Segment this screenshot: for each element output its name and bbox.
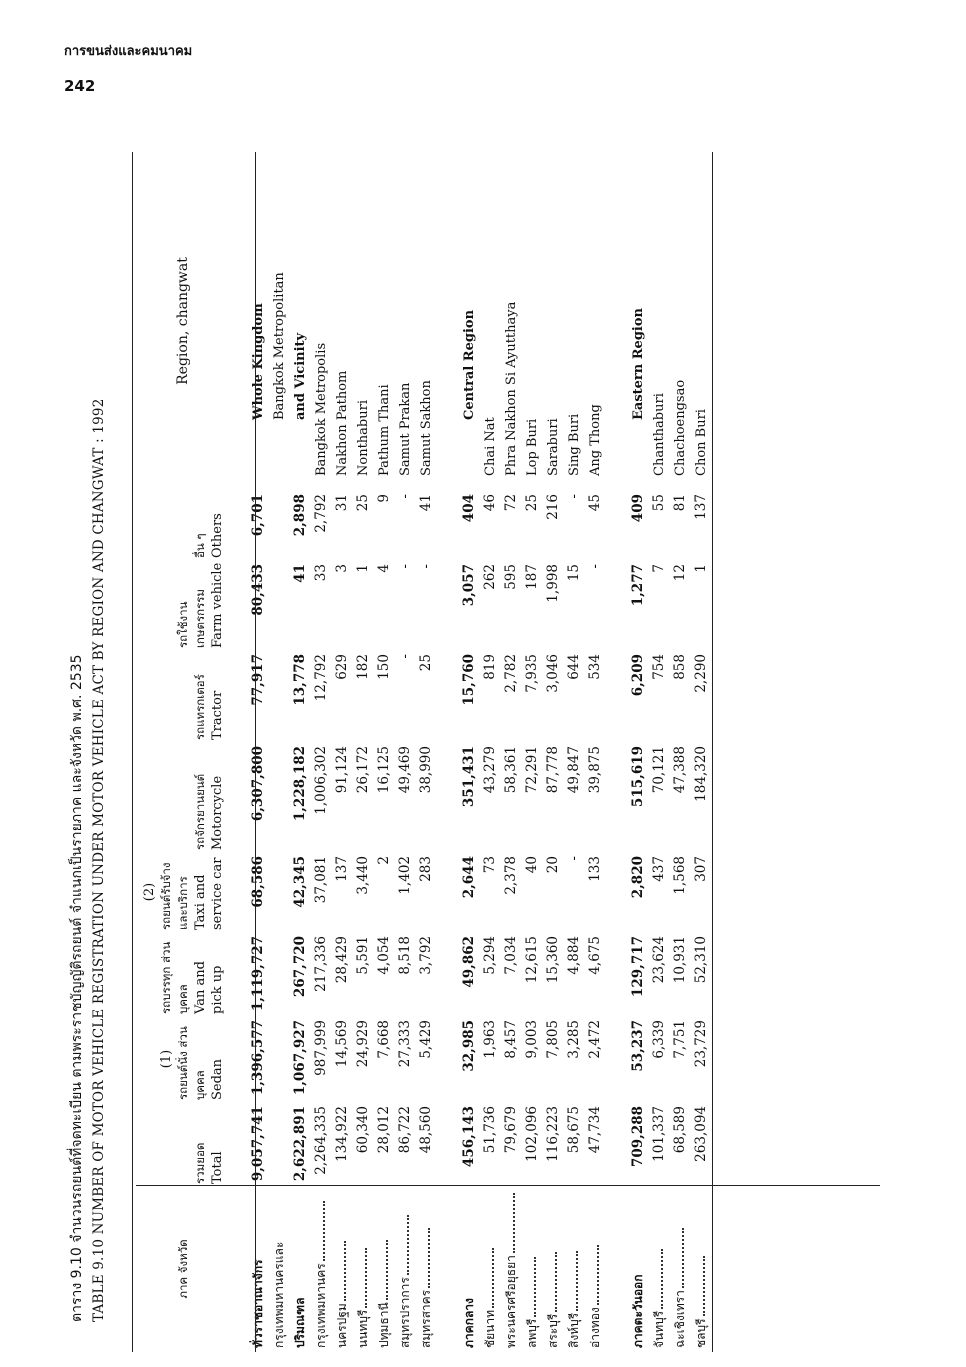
header-total: รวมยอด Total — [193, 1142, 225, 1184]
cell-moto: 70,121 — [651, 746, 667, 794]
table-row — [585, 152, 606, 1352]
region-name-thai — [691, 1186, 713, 1352]
cell-taxi: 133 — [587, 856, 603, 882]
cell-tractor: 644 — [566, 654, 582, 680]
cell-tractor: 25 — [418, 654, 434, 672]
cell-total: 2,622,891 — [292, 1106, 308, 1182]
header-motorcycle: รถจักรยานยนต์ Motorcycle — [193, 773, 225, 850]
cell-tractor: 77,917 — [250, 654, 266, 706]
region-name-thai-text: นครปฐม — [335, 1303, 349, 1348]
cell-van: 4,054 — [376, 936, 392, 975]
cell-sedan: 7,751 — [672, 1020, 688, 1059]
cell-total: 68,589 — [672, 1106, 688, 1154]
header-region-th: ภาค จังหวัด — [176, 1239, 190, 1299]
cell-moto: 58,361 — [503, 746, 519, 794]
cell-total: 28,012 — [376, 1106, 392, 1154]
table-row — [522, 152, 543, 1352]
region-name-thai — [585, 1186, 606, 1352]
row-spacer — [437, 152, 459, 1352]
table-body — [236, 152, 713, 1352]
cell-total: 102,096 — [524, 1106, 540, 1162]
cell-others: 72 — [503, 494, 519, 512]
region-name-thai — [459, 1186, 480, 1352]
cell-farm: 1,277 — [630, 564, 646, 607]
cell-van: 267,720 — [292, 936, 308, 998]
cell-van: 129,717 — [630, 936, 646, 998]
cell-sedan: 1,067,927 — [292, 1020, 308, 1096]
cell-others: 9 — [376, 494, 392, 503]
cell-others — [269, 490, 290, 560]
region-name-thai-text: สมุทรสาคร — [419, 1289, 433, 1348]
cell-taxi: - — [566, 856, 582, 861]
cell-tractor — [269, 650, 290, 742]
header-taxi: (2) รถยนต์รับจ้าง และบริการ Taxi and service car — [142, 857, 225, 930]
region-name-english: Ang Thong — [588, 404, 603, 476]
cell-moto — [269, 742, 290, 852]
cell-van: 28,429 — [334, 936, 350, 984]
cell-taxi: 40 — [524, 856, 540, 874]
cell-others: 41 — [418, 494, 434, 512]
cell-tractor: 629 — [334, 654, 350, 680]
cell-taxi: 137 — [334, 856, 350, 882]
cell-tractor: 534 — [587, 654, 603, 680]
cell-tractor: 6,209 — [630, 654, 646, 697]
region-name-thai — [564, 1186, 585, 1352]
region-name-thai — [353, 1186, 374, 1352]
table-row — [564, 152, 585, 1352]
cell-farm: 3 — [334, 564, 350, 573]
region-name-english: Central Region — [462, 309, 477, 420]
cell-moto: 87,778 — [545, 746, 561, 794]
cell-tractor: 182 — [355, 654, 371, 680]
region-name-thai — [311, 1186, 332, 1352]
page-number: 242 — [64, 77, 96, 95]
cell-taxi: 73 — [482, 856, 498, 874]
cell-others: 404 — [461, 494, 477, 523]
region-name-thai-text: กรุงเทพมหานครและ — [272, 1241, 286, 1348]
region-name-thai-text: ลพบุรี — [525, 1318, 539, 1348]
cell-farm: 595 — [503, 564, 519, 590]
region-name-thai-text: ภาคกลาง — [462, 1298, 476, 1348]
region-name-thai-text: อ่างทอง — [588, 1307, 602, 1348]
cell-van: 15,360 — [545, 936, 561, 984]
cell-sedan: 24,929 — [355, 1020, 371, 1068]
table-row — [437, 152, 459, 1352]
cell-tractor: 858 — [672, 654, 688, 680]
cell-total — [269, 1102, 290, 1186]
row-spacer — [606, 152, 628, 1352]
cell-van: 5,591 — [355, 936, 371, 975]
region-name-english: Samut Prakan — [398, 382, 413, 476]
region-name-thai — [395, 1186, 416, 1352]
cell-moto: 49,847 — [566, 746, 582, 794]
cell-farm: 1,998 — [545, 564, 561, 603]
region-name-thai-text: ทั่วราชอาณาจักร — [251, 1259, 265, 1348]
cell-total: 709,288 — [630, 1106, 646, 1168]
cell-total: 51,736 — [482, 1106, 498, 1154]
cell-sedan: 7,805 — [545, 1020, 561, 1059]
cell-taxi: 2,820 — [630, 856, 646, 899]
cell-total: 79,679 — [503, 1106, 519, 1154]
table-title-thai: ตาราง 9.10 จำนวนรถยนต์ที่จดทะเบียน ตามพระราชบัญญัติรถยนต์ จำแนกเป็นรายภาค และจังหวัด พ.ศ. 2535 — [69, 654, 85, 1322]
cell-others: 216 — [545, 494, 561, 520]
cell-total: 116,223 — [545, 1106, 561, 1162]
header-sedan: (1) รถยนต์นั่ง ส่วนบุคคล Sedan — [159, 1026, 225, 1100]
cell-sedan: 32,985 — [461, 1020, 477, 1072]
cell-sedan: 2,472 — [587, 1020, 603, 1059]
region-name-english: Chachoengsao — [673, 379, 688, 476]
header-region-en: Region, changwat — [175, 257, 191, 385]
cell-others: 25 — [524, 494, 540, 512]
table-row — [459, 152, 480, 1352]
cell-farm: - — [418, 564, 434, 569]
cell-others: 45 — [587, 494, 603, 512]
cell-farm: 262 — [482, 564, 498, 590]
cell-farm: 80,433 — [250, 564, 266, 616]
region-name-english: Saraburi — [546, 418, 561, 476]
region-name-thai-text: ฉะเชิงเทรา — [673, 1290, 687, 1348]
cell-farm: 15 — [566, 564, 582, 582]
cell-total: 101,337 — [651, 1106, 667, 1162]
cell-moto: 351,431 — [461, 746, 477, 808]
header-tractor: รถแทรกเตอร์ Tractor — [193, 674, 225, 740]
cell-moto: 72,291 — [524, 746, 540, 794]
cell-van: 49,862 — [461, 936, 477, 988]
region-name-thai — [670, 1186, 691, 1352]
region-name-thai-text: จันทบุรี — [652, 1310, 666, 1348]
cell-others: - — [566, 494, 582, 499]
cell-total: 134,922 — [334, 1106, 350, 1162]
cell-moto: 515,619 — [630, 746, 646, 808]
cell-van: 4,675 — [587, 936, 603, 975]
cell-sedan: 8,457 — [503, 1020, 519, 1059]
cell-total: 60,340 — [355, 1106, 371, 1154]
cell-moto: 1,228,182 — [292, 746, 308, 822]
table-row — [236, 152, 269, 1352]
region-name-thai — [522, 1186, 543, 1352]
cell-tractor: 7,935 — [524, 654, 540, 693]
cell-others: 55 — [651, 494, 667, 512]
region-name-english: Whole Kingdom — [251, 303, 266, 420]
region-name-thai — [543, 1186, 564, 1352]
cell-taxi — [269, 852, 290, 932]
region-name-english: Phra Nakhon Si Ayutthaya — [504, 301, 519, 476]
cell-tractor: 15,760 — [461, 654, 477, 706]
region-name-thai-text: ปริมณฑล — [293, 1297, 307, 1348]
cell-moto: 26,172 — [355, 746, 371, 794]
cell-taxi: 2 — [376, 856, 392, 865]
table-row — [416, 152, 437, 1352]
region-name-english: Pathum Thani — [377, 384, 392, 476]
cell-tractor: 12,792 — [313, 654, 329, 702]
cell-sedan: 9,003 — [524, 1020, 540, 1059]
cell-others: 25 — [355, 494, 371, 512]
cell-farm — [269, 560, 290, 650]
table-row — [269, 152, 290, 1352]
cell-van: 12,615 — [524, 936, 540, 984]
cell-total: 9,057,741 — [250, 1106, 266, 1182]
cell-sedan: 7,668 — [376, 1020, 392, 1059]
cell-farm: 3,057 — [461, 564, 477, 607]
header-divider — [255, 152, 256, 1352]
table-row — [311, 152, 332, 1352]
cell-farm: 41 — [292, 564, 308, 583]
cell-sedan: 1,963 — [482, 1020, 498, 1059]
cell-tractor: 2,782 — [503, 654, 519, 693]
table-row — [374, 152, 395, 1352]
cell-others: 46 — [482, 494, 498, 512]
cell-taxi: 37,081 — [313, 856, 329, 904]
region-name-thai-text: ชัยนาท — [483, 1309, 497, 1348]
cell-van: 52,310 — [693, 936, 709, 984]
table-row — [353, 152, 374, 1352]
region-name-thai-text: สมุทรปราการ — [398, 1277, 412, 1348]
cell-taxi: 2,378 — [503, 856, 519, 895]
region-name-english: Eastern Region — [631, 308, 646, 420]
cell-farm: 4 — [376, 564, 392, 573]
cell-moto: 6,307,800 — [250, 746, 266, 822]
cell-van: 217,336 — [313, 936, 329, 992]
header-van: รถบรรทุก ส่วนบุคคล Van and pick up — [159, 941, 225, 1014]
cell-total: 58,675 — [566, 1106, 582, 1154]
cell-others: 81 — [672, 494, 688, 512]
cell-farm: - — [397, 564, 413, 569]
cell-tractor: - — [397, 654, 413, 659]
cell-taxi: 20 — [545, 856, 561, 874]
table-title — [66, 172, 110, 1322]
region-name-english: Sing Buri — [567, 413, 582, 476]
cell-sedan: 23,729 — [693, 1020, 709, 1068]
cell-moto: 184,320 — [693, 746, 709, 802]
cell-moto: 16,125 — [376, 746, 392, 794]
cell-tractor: 150 — [376, 654, 392, 680]
cell-van: 1,119,727 — [250, 936, 266, 1012]
header-farm: รถใช้งาน เกษตรกรรม Farm vehicle — [176, 562, 225, 648]
cell-taxi: 68,586 — [250, 856, 266, 908]
cell-tractor: 754 — [651, 654, 667, 680]
cell-taxi: 307 — [693, 856, 709, 882]
cell-van: 7,034 — [503, 936, 519, 975]
statistics-table — [132, 152, 717, 1352]
table-header-row — [133, 152, 236, 1352]
region-name-english: Samut Sakhon — [419, 380, 434, 476]
cell-tractor: 3,046 — [545, 654, 561, 693]
cell-moto: 91,124 — [334, 746, 350, 794]
table-row — [691, 152, 713, 1352]
region-name-thai — [290, 1186, 311, 1352]
cell-others: 2,898 — [292, 494, 308, 537]
table-row — [332, 152, 353, 1352]
cell-tractor: 2,290 — [693, 654, 709, 693]
cell-others: 409 — [630, 494, 646, 523]
region-name-thai — [374, 1186, 395, 1352]
cell-total: 2,264,335 — [313, 1106, 329, 1175]
region-name-thai — [628, 1186, 649, 1352]
cell-farm: 1 — [355, 564, 371, 573]
cell-moto: 38,990 — [418, 746, 434, 794]
table-row — [606, 152, 628, 1352]
cell-farm: 187 — [524, 564, 540, 590]
region-name-thai-text: นนทบุรี — [356, 1309, 370, 1348]
cell-sedan — [269, 1016, 290, 1102]
cell-total: 86,722 — [397, 1106, 413, 1154]
cell-farm: 33 — [313, 564, 329, 582]
region-name-thai — [269, 1186, 290, 1352]
cell-van: 5,294 — [482, 936, 498, 975]
region-name-thai — [480, 1186, 501, 1352]
cell-moto: 43,279 — [482, 746, 498, 794]
cell-farm: 12 — [672, 564, 688, 582]
region-column-divider — [136, 1185, 880, 1186]
region-name-thai-text: ชลบุรี — [694, 1318, 708, 1348]
cell-sedan: 27,333 — [397, 1020, 413, 1068]
cell-van: 10,931 — [672, 936, 688, 984]
cell-taxi: 2,644 — [461, 856, 477, 899]
table-row — [501, 152, 522, 1352]
cell-taxi: 1,568 — [672, 856, 688, 895]
region-name-english: Lop Buri — [525, 418, 540, 476]
table-row — [670, 152, 691, 1352]
cell-sedan: 987,999 — [313, 1020, 329, 1076]
cell-taxi: 42,345 — [292, 856, 308, 908]
region-name-english: Bangkok Metropolitan — [272, 272, 287, 420]
cell-moto: 39,875 — [587, 746, 603, 794]
cell-others: - — [397, 494, 413, 499]
section-title: การขนส่งและคมนาคม — [64, 44, 193, 59]
cell-moto: 1,006,302 — [313, 746, 329, 815]
cell-sedan: 6,339 — [651, 1020, 667, 1059]
region-name-thai — [236, 1186, 269, 1352]
cell-total: 47,734 — [587, 1106, 603, 1154]
cell-farm: 7 — [651, 564, 667, 573]
region-name-thai — [649, 1186, 670, 1352]
table-row — [480, 152, 501, 1352]
cell-van: 8,518 — [397, 936, 413, 975]
cell-moto: 47,388 — [672, 746, 688, 794]
header-others: อื่น ๆ Others — [193, 513, 225, 558]
cell-taxi: 283 — [418, 856, 434, 882]
region-name-english: Chai Nat — [483, 417, 498, 476]
cell-others: 137 — [693, 494, 709, 520]
cell-farm: - — [587, 564, 603, 569]
cell-sedan: 1,396,577 — [250, 1020, 266, 1096]
cell-tractor: 819 — [482, 654, 498, 680]
cell-total: 456,143 — [461, 1106, 477, 1168]
cell-taxi: 1,402 — [397, 856, 413, 895]
rotated-table-region — [60, 132, 890, 1362]
region-name-thai — [416, 1186, 437, 1352]
table-row — [628, 152, 649, 1352]
region-name-thai-text: ภาคตะวันออก — [631, 1274, 645, 1348]
cell-taxi: 437 — [651, 856, 667, 882]
cell-taxi: 3,440 — [355, 856, 371, 895]
region-name-english: Chanthaburi — [652, 393, 667, 476]
region-name-thai-text: สิงห์บุรี — [567, 1312, 581, 1348]
cell-van: 23,624 — [651, 936, 667, 984]
region-name-thai — [332, 1186, 353, 1352]
cell-others: 31 — [334, 494, 350, 512]
region-name-english: Chon Buri — [694, 409, 709, 476]
region-name-thai-text: กรุงเทพมหานคร — [314, 1263, 328, 1348]
table-row — [649, 152, 670, 1352]
cell-sedan: 5,429 — [418, 1020, 434, 1059]
region-name-english: Bangkok Metropolis — [314, 342, 329, 476]
cell-total: 48,560 — [418, 1106, 434, 1154]
cell-van — [269, 932, 290, 1016]
table-row — [395, 152, 416, 1352]
page-header — [64, 40, 192, 95]
region-name-thai — [501, 1186, 522, 1352]
cell-total: 263,094 — [693, 1106, 709, 1162]
region-name-english: and Vicinity — [293, 332, 308, 420]
table-title-english: TABLE 9.10 NUMBER OF MOTOR VEHICLE REGISTRATION UNDER MOTOR VEHICLE ACT BY REGION AND CHANGWAT : 1992 — [91, 398, 107, 1322]
cell-sedan: 53,237 — [630, 1020, 646, 1072]
region-name-thai-text: สระบุรี — [546, 1313, 560, 1348]
cell-others: 6,701 — [250, 494, 266, 537]
cell-van: 3,792 — [418, 936, 434, 975]
region-name-thai-text: พระนครศรีอยุธยา — [504, 1255, 518, 1348]
region-name-english: Nakhon Pathom — [335, 370, 350, 476]
cell-farm: 1 — [693, 564, 709, 573]
cell-sedan: 3,285 — [566, 1020, 582, 1059]
cell-tractor: 13,778 — [292, 654, 308, 706]
cell-moto: 49,469 — [397, 746, 413, 794]
table-row — [290, 152, 311, 1352]
cell-others: 2,792 — [313, 494, 329, 533]
region-name-thai-text: ปทุมธานี — [377, 1302, 391, 1348]
cell-van: 4,884 — [566, 936, 582, 975]
table-row — [543, 152, 564, 1352]
region-name-english: Nonthaburi — [356, 400, 371, 476]
cell-sedan: 14,569 — [334, 1020, 350, 1068]
